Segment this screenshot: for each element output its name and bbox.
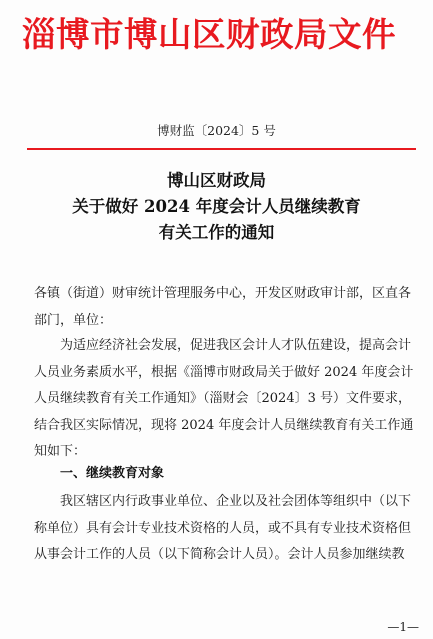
paragraph-1-line-1: 为适应经济社会发展，促进我区会计人才队伍建设，提高会计	[60, 338, 412, 353]
masthead-title: 淄博市博山区财政局文件	[22, 15, 396, 54]
paragraph-2	[34, 489, 422, 569]
paragraph-1-line-5: 知如下：	[34, 444, 87, 459]
paragraph-2-line-3: 从事会计工作的人员（以下简称会计人员）。会计人员参加继续教	[34, 547, 405, 562]
notice-title	[0, 168, 433, 246]
red-separator-rule	[27, 148, 416, 150]
paragraph-1	[34, 333, 422, 466]
section-heading-1: 一、继续教育对象	[60, 466, 165, 481]
paragraph-1-line-3: 人员继续教育有关工作通知》（淄财会〔2024〕3 号）文件要求，	[34, 391, 411, 406]
paragraph-1-line-4: 结合我区实际情况，现将 2024 年度会计人员继续教育有关工作通	[34, 417, 414, 433]
title-line-2: 关于做好 2024 年度会计人员继续教育	[72, 197, 361, 216]
paragraph-2-line-2: 称单位）具有会计专业技术资格的人员，或不具有专业技术资格但	[34, 520, 412, 536]
title-line-3: 有关工作的通知	[158, 223, 275, 242]
page-number: —1—	[387, 620, 419, 634]
addressee-line-1: 各镇（街道）财审统计管理服务中心，开发区财政审计部，区直各	[34, 286, 412, 301]
document-number: 博财监〔2024〕5 号	[157, 123, 276, 138]
addressee-block	[34, 281, 422, 334]
addressee-line-2: 部门，单位：	[34, 312, 113, 328]
paragraph-1-line-2: 人员业务素质水平，根据《淄博市财政局关于做好 2024 年度会计	[34, 364, 414, 380]
paragraph-2-line-1: 我区辖区内行政事业单位、企业以及社会团体等组织中（以下	[60, 494, 412, 509]
title-line-1: 博山区财政局	[167, 171, 266, 190]
